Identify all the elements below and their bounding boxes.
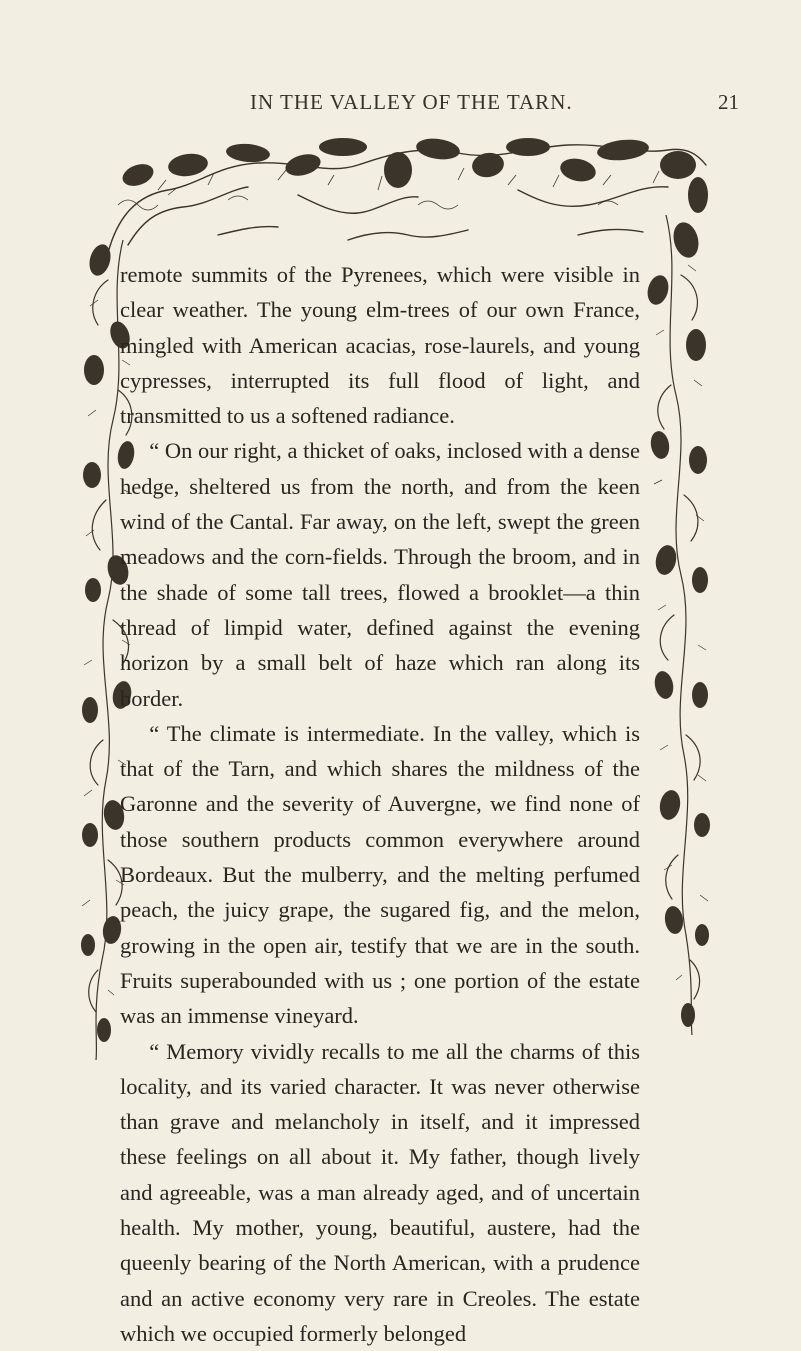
paragraph: “ On our right, a thicket of oaks, inclosed with a dense hedge, sheltered us from the north, and from the keen wind of the Cantal. Far away, on the left, swept the green meadows and the corn-fields. Through the broom, and in the shade of some tall trees, flowed a brooklet—a thin thread of limpid water, defined against the evening horizon by a small belt of haze which ran along its border. <box>120 438 640 711</box>
paragraph: remote summits of the Pyrenees, which were visible in clear weather. The young elm-trees of our own France, mingled with American acacias, rose-laurels, and young cypresses, interrupted its full flood of light, and transmitted to us a softened radiance. <box>120 262 640 429</box>
running-title: IN THE VALLEY OF THE TARN. <box>250 90 573 114</box>
paragraph: “ Memory vividly recalls to me all the charms of this locality, and its varied character. It was never otherwise than grave and melancholy in itself, and it impressed these feelings on all about it. My father, though lively and agreeable, was a man already aged, and of uncertain health. My mother, young, beautiful, austere, had the queenly bearing of the North American, with a prudence and an active economy very rare in Creoles. The estate which we occupied formerly belonged <box>120 1038 640 1346</box>
page-number: 21 <box>718 90 739 114</box>
foliage-border-right <box>636 215 714 1035</box>
paragraph: “ The climate is intermediate. In the valley, which is that of the Tarn, and which shares the mildness of the Garonne and the severity of Auvergne, we find none of those southern products common everywhere around Bordeaux. But the mulberry, and the melting perfumed peach, the juicy grape, the sugared fig, and the melon, growing in the open air, testify that we are in the south. Fruits superabounded with us ; one portion of the estate was an immense vineyard. <box>120 720 640 1029</box>
body-text <box>120 257 640 1351</box>
foliage-border-top <box>98 135 710 255</box>
running-head <box>0 90 801 120</box>
